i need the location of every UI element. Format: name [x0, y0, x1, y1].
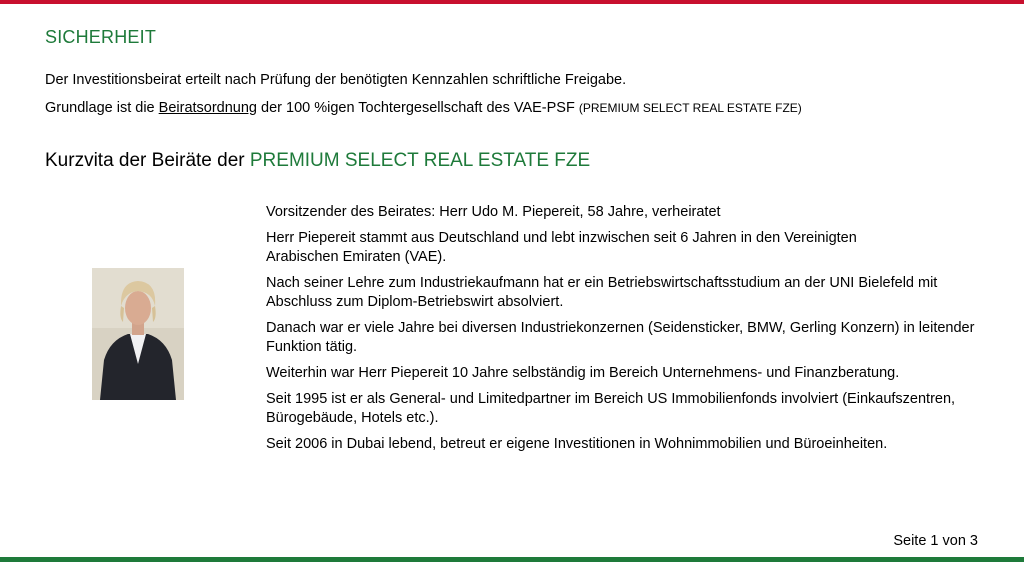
- bio-paragraph: Nach seiner Lehre zum Industriekaufmann hat er ein Betriebswirtschaftsstudium an der UNI Bielefeld mit Abschluss zum Diplom-Betriebswirt absolviert.: [266, 275, 938, 310]
- intro-line-2: [45, 100, 802, 116]
- bio-paragraph: Seit 1995 ist er als General- und Limitedpartner im Bereich US Immobilienfonds involviert (Einkaufszentren, Bürogebäude, Hotels etc.).: [266, 391, 956, 426]
- bio-paragraph: Herr Piepereit stammt aus Deutschland und lebt inzwischen seit 6 Jahren in den Vereinigten Arabischen Emiraten (VAE).: [266, 230, 857, 265]
- bio-paragraph: Danach war er viele Jahre bei diversen Industriekonzernen (Seidensticker, BMW, Gerling Konzern) in leitender Funktion tätig.: [266, 320, 975, 355]
- beiratsordnung-link[interactable]: Beiratsordnung: [158, 100, 257, 116]
- bottom-accent-bar: [0, 557, 1024, 562]
- bio-paragraph: Vorsitzender des Beirates: Herr Udo M. Piepereit, 58 Jahre, verheiratet: [266, 204, 721, 220]
- bio-paragraph: Weiterhin war Herr Piepereit 10 Jahre selbständig im Bereich Unternehmens- und Finanzberatung.: [266, 365, 900, 381]
- bio-paragraph: Seit 2006 in Dubai lebend, betreut er eigene Investitionen in Wohnimmobilien und Büroeinheiten.: [266, 436, 888, 452]
- page-number: Seite 1 von 3: [893, 533, 978, 549]
- section-title: SICHERHEIT: [45, 27, 157, 47]
- intro-line-2-company: (PREMIUM SELECT REAL ESTATE FZE): [578, 101, 802, 115]
- bio-text: [266, 203, 1006, 461]
- intro-line-2-prefix: Grundlage ist die: [45, 100, 159, 116]
- intro-line-2-middle: der 100 %igen Tochtergesellschaft des VAE-PSF: [257, 100, 579, 116]
- subheading: [45, 150, 590, 172]
- subheading-company: PREMIUM SELECT REAL ESTATE FZE: [249, 150, 591, 171]
- portrait-photo: [92, 268, 184, 400]
- intro-line-1: Der Investitionsbeirat erteilt nach Prüfung der benötigten Kennzahlen schriftliche Freigabe.: [45, 72, 627, 88]
- subheading-prefix: Kurzvita der Beiräte der: [45, 150, 250, 171]
- top-accent-bar: [0, 0, 1024, 4]
